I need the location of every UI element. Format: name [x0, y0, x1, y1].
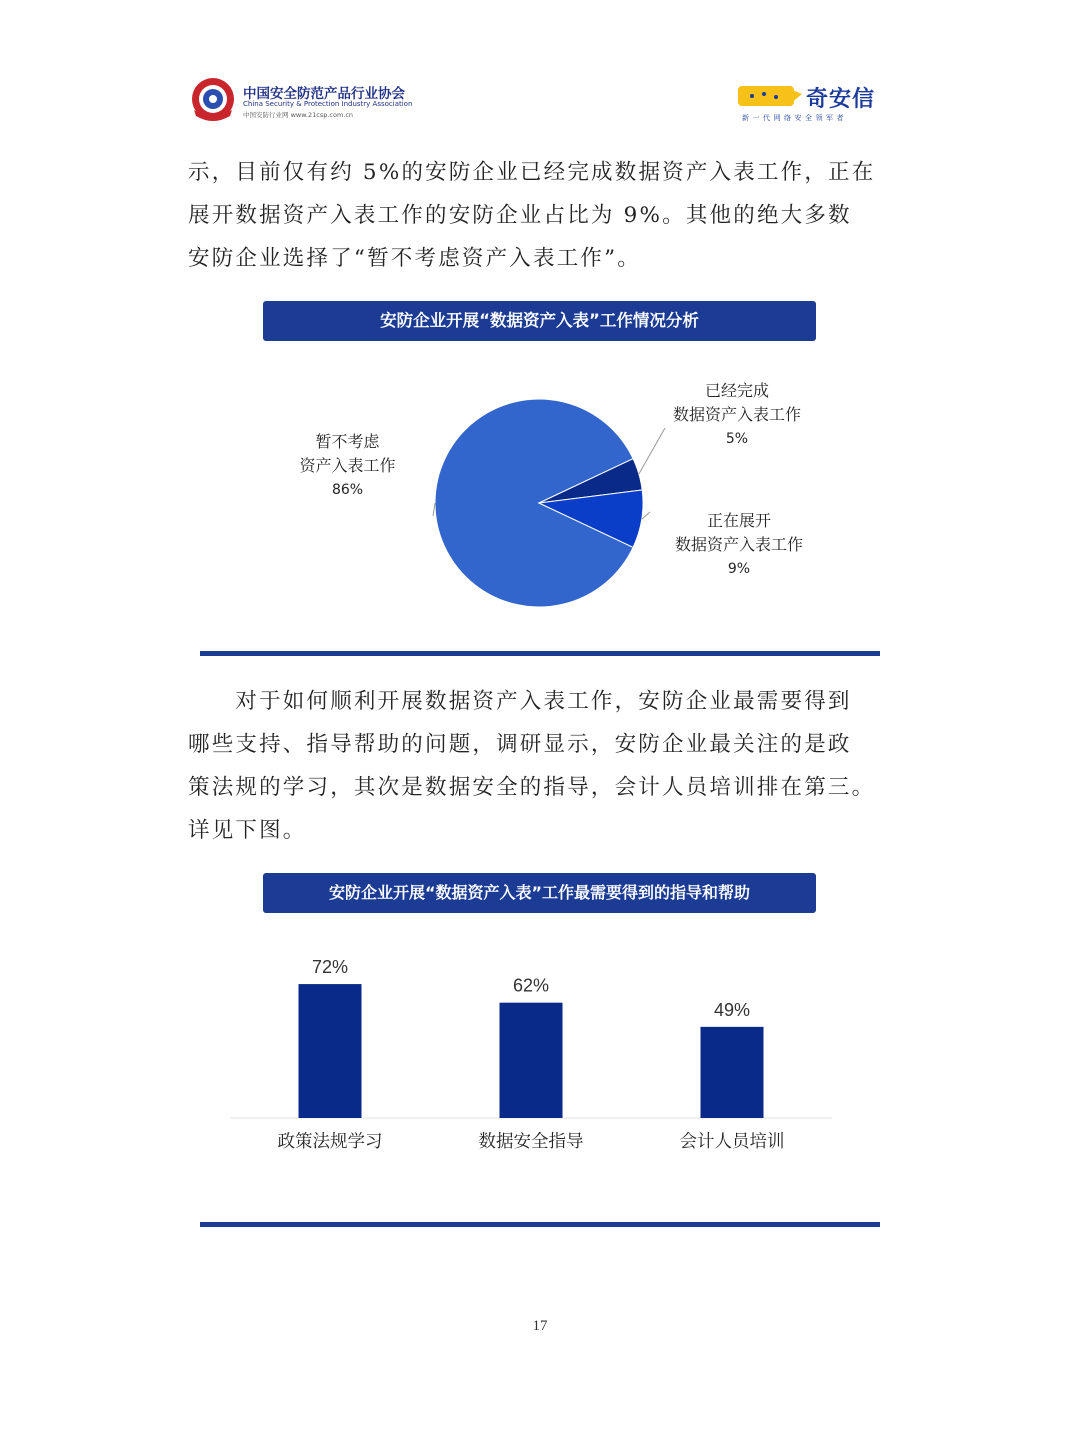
paragraph-line: 安防企业选择了“暂不考虑资产入表工作”。	[188, 246, 641, 271]
association-logo	[190, 76, 440, 126]
pie-label-line: 已经完成	[704, 381, 769, 400]
bar	[701, 1027, 764, 1118]
bar	[299, 984, 362, 1118]
pie-label-line: 资产入表工作	[299, 456, 396, 475]
paragraph-line: 哪些支持、指导帮助的问题，调研显示，安防企业最关注的是政	[188, 732, 852, 757]
paragraph-line: 示，目前仅有约 5%的安防企业已经完成数据资产入表工作，正在	[188, 160, 876, 185]
section-divider	[200, 1222, 880, 1227]
paragraph-line: 详见下图。	[188, 818, 307, 843]
section-divider	[200, 651, 880, 656]
bar-category-label: 数据安全指导	[478, 1132, 584, 1152]
paragraph-1	[188, 151, 896, 280]
paragraph-line: 策法规的学习，其次是数据安全的指导，会计人员培训排在第三。	[188, 775, 876, 800]
pie-label-not-considered	[280, 430, 415, 502]
pie-label-value: 86%	[331, 482, 364, 498]
pie-label-line: 暂不考虑	[315, 432, 380, 451]
pie-label-value: 5%	[725, 431, 749, 447]
association-emblem-icon	[190, 76, 236, 122]
paragraph-line: 对于如何顺利开展数据资产入表工作，安防企业最需要得到	[188, 689, 852, 714]
bar-chart	[220, 945, 840, 1165]
bar-chart-title: 安防企业开展“数据资产入表”工作最需要得到的指导和帮助	[263, 873, 816, 913]
page-number: 17	[532, 1318, 548, 1334]
pie-label-line: 数据资产入表工作	[672, 405, 801, 424]
bar-category-label: 政策法规学习	[277, 1132, 383, 1152]
bar-value-label: 62%	[512, 975, 550, 996]
association-name-en: China Security & Protection Industry Association	[243, 100, 413, 108]
pie-label-line: 正在展开	[706, 511, 771, 530]
association-site: 中国安防行业网 www.21csp.com.cn	[243, 111, 354, 119]
qianxin-mark-icon	[738, 84, 802, 110]
association-name: 中国安全防范产品行业协会	[243, 86, 405, 102]
pie-chart-title: 安防企业开展“数据资产入表”工作情况分析	[263, 301, 816, 341]
bar	[500, 1003, 563, 1118]
qianxin-brand: 奇安信	[806, 87, 876, 112]
bar-category-label: 会计人员培训	[679, 1132, 785, 1152]
pie-label-completed	[657, 379, 817, 451]
bar-value-label: 72%	[311, 957, 349, 978]
pie-label-value: 9%	[727, 561, 751, 577]
pie-label-line: 数据资产入表工作	[674, 535, 803, 554]
qianxin-logo	[738, 80, 888, 126]
qianxin-slogan: 新一代网络安全领军者	[742, 114, 847, 122]
paragraph-line: 展开数据资产入表工作的安防企业占比为 9%。其他的绝大多数	[188, 203, 852, 228]
pie-label-in-progress	[659, 509, 819, 581]
paragraph-2	[188, 680, 896, 852]
bar-value-label: 49%	[713, 999, 751, 1020]
